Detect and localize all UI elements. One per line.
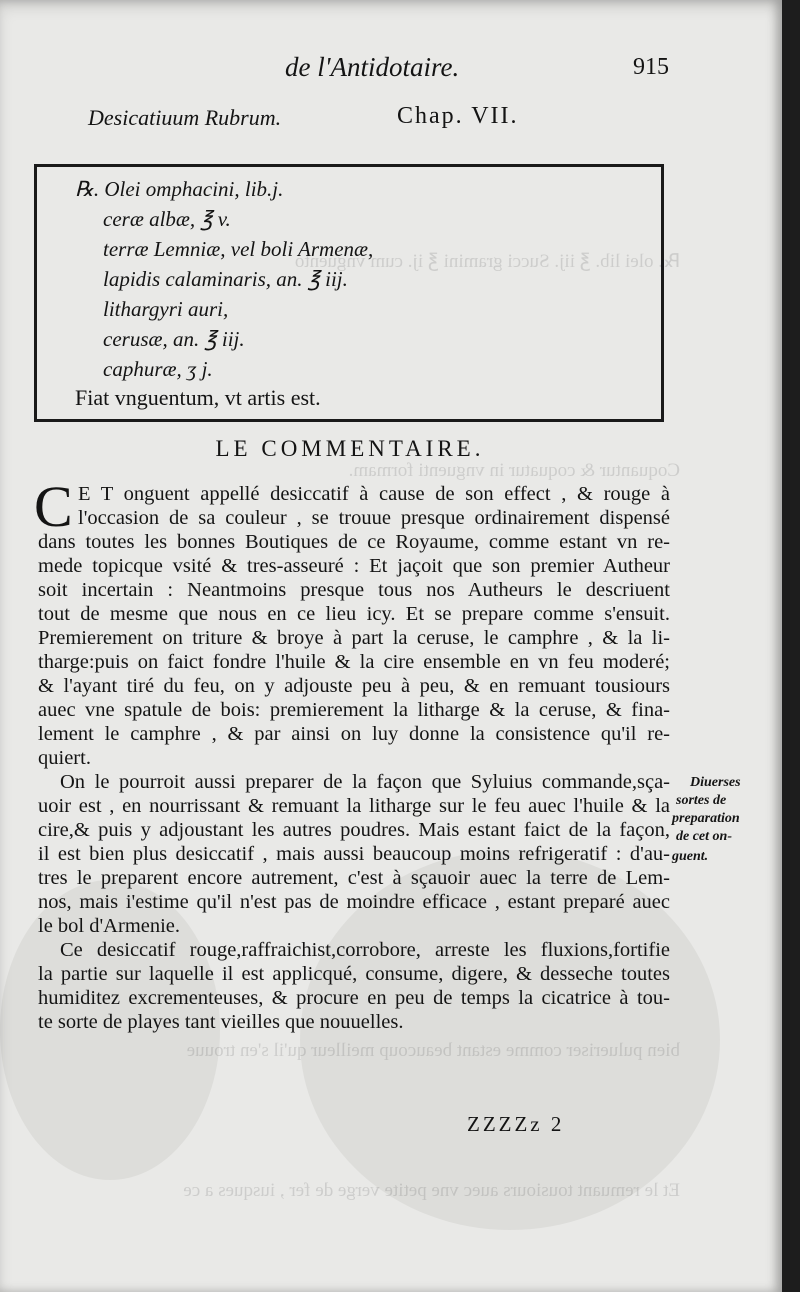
text-line: tres le preparent encore autrement, c'est à sçauoir auec la terre de Lem- [38,867,670,889]
prescription-line: cerusæ, an. ℥ iij. [103,327,245,351]
chapter-line [0,103,782,135]
text-line: lement le camphre , & par ainsi on luy donne la consistence qu'il re- [38,723,670,745]
text-line: auec vne spatule de bois: premierement la litharge & la ceruse, & fina- [38,699,670,721]
text-line: le bol d'Armenie. [38,915,181,937]
prescription-box [34,164,664,422]
prescription-line: terræ Lemniæ, vel boli Armenæ, [103,237,374,261]
text-line: & l'ayant tiré du feu, on y adjouste peu à peu, & en remuant tousiours [38,675,670,697]
scan-edge [782,0,800,1292]
chapter-label: Chap. VII. [397,103,519,129]
text-line: cire,& puis y adjoustant les autres poudres. Mais estant faict de la façon, [38,819,670,841]
margin-note-line: sortes de [676,793,727,808]
text-line: il est bien plus desiccatif , mais aussi beaucoup moins refrigeratif : d'au- [38,843,670,865]
prescription-line: ℞. Olei omphacini, lib.j. [75,177,284,201]
show-through-text: Et le remuant tousiours auec vne petite verge de fer , iusques a ce [183,1180,680,1201]
margin-note-line: preparation [672,811,740,826]
prescription-line: ceræ albæ, ℥ v. [103,207,231,231]
margin-note-line: de cet on- [676,829,732,844]
text-line: soit incertain : Neantmoins presque tous nos Autheurs le descriuent [38,579,670,601]
signature-mark: ZZZZz 2 [467,1112,565,1136]
text-line: Premierement on triture & broye à part la ceruse, le camphre , & la li- [38,627,670,649]
text-line: tout de mesme que nous en ce lieu icy. Et se prepare comme s'ensuit. [38,603,670,625]
text-line: Ce desiccatif rouge,raffraichist,corrobore, arreste les fluxions,fortifie [60,939,670,961]
prescription-line: lapidis calaminaris, an. ℥ iij. [103,267,348,291]
text-line: te sorte de playes tant vieilles que nouuelles. [38,1011,404,1033]
prescription-line: caphuræ, ʒ j. [103,357,213,381]
drop-cap: C [34,474,73,539]
text-line: E T onguent appellé desiccatif à cause de son effect , & rouge à [78,483,670,505]
text-line: nos, mais i'estime qu'il n'est pas de moindre efficace , estant preparé auec [38,891,670,913]
prescription-line: lithargyri auri, [103,297,229,321]
text-line: humiditez excrementeuses, & procure en peu de temps la cicatrice à tou- [38,987,670,1009]
commentary-heading: LE COMMENTAIRE. [215,436,485,461]
text-line: dans toutes les bonnes Boutiques de ce Royaume, comme estant vn re- [38,531,670,553]
text-line: mede topicque vsité & tres-asseuré : Et jaçoit que son premier Autheur [38,555,670,577]
prescription-line: Fiat vnguentum, vt artis est. [75,385,321,410]
running-head [0,52,782,88]
text-line: On le pourroit aussi preparer de la façon que Syluius commande,sça- [60,771,670,793]
text-line: quiert. [38,747,91,769]
margin-note-line: Diuerses [690,775,741,790]
margin-note-line: guent. [672,849,709,864]
show-through-text: Coquantur & coquatur in vnguenti formam. [348,460,680,481]
show-through-text: ℞. olei lib. ℥ iij. Succi gramini ℥ ij. cum vnguento [294,251,680,272]
running-title: de l'Antidotaire. [285,52,460,82]
show-through-text: bien pulueriser comme estant beaucoup meilleur qu'il s'en trouue [186,1040,680,1061]
page-number: 915 [633,54,669,80]
recipe-name: Desicatiuum Rubrum. [88,105,282,130]
text-line: la partie sur laquelle il est applicqué, consume, digere, & desseche toutes [38,963,670,985]
text-line: uoir est , en nourrissant & remuant la litharge sur le feu auec l'huile & la [38,795,670,817]
text-line: l'occasion de sa couleur , se trouue presque ordinairement dispensé [78,507,670,529]
text-line: tharge:puis on faict fondre l'huile & la cire ensemble en vn feu moderé; [38,651,670,673]
